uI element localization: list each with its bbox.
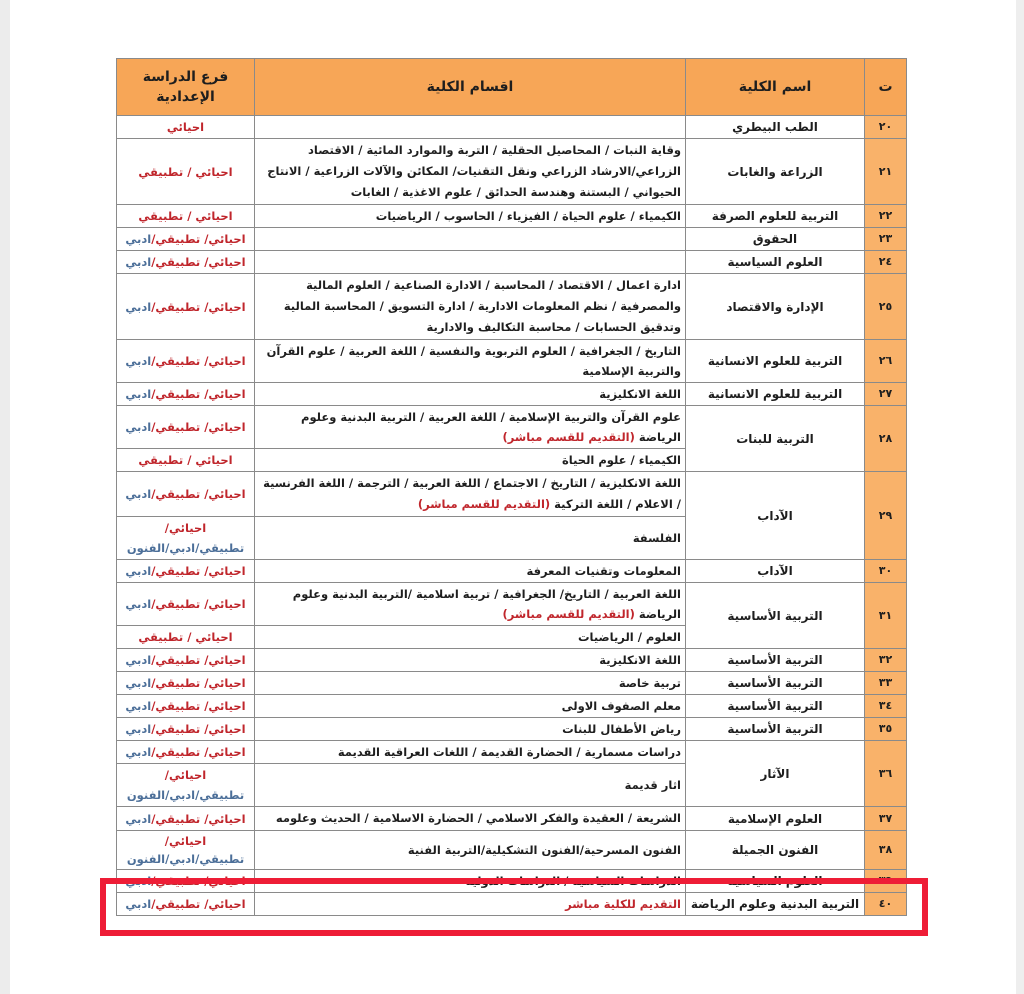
departments-text: اللغة الانكليزية / التاريخ / الاجتماع / اللغة العربية / الترجمة / اللغة الفرنسية / الاعلام / اللغة التركية — [263, 476, 681, 511]
branch-blue: تطبيقي/ادبي/الفنون — [126, 852, 245, 866]
direct-apply-note: (التقديم للقسم مباشر) — [502, 607, 635, 621]
branch-blue: ادبي — [125, 699, 152, 713]
branch-red: احيائي/ — [164, 768, 207, 782]
branch-red: احيائي — [166, 120, 205, 134]
college-name: التربية الأساسية — [686, 649, 865, 672]
departments: الدراسات السياسية / الدراسات الدولية — [255, 870, 686, 893]
branch-red: احيائي/ تطبيقي/ — [151, 897, 246, 911]
row-num: ٣٢ — [865, 649, 907, 672]
departments: اللغة الانكليزية — [255, 383, 686, 406]
college-name: التربية الأساسية — [686, 672, 865, 695]
table-row — [117, 274, 907, 340]
departments — [255, 251, 686, 274]
table-row — [117, 741, 907, 764]
branch-red: احيائي/ تطبيقي/ — [151, 255, 246, 269]
branch-blue: ادبي — [125, 420, 152, 434]
table-row — [117, 139, 907, 205]
row-num: ٣٣ — [865, 672, 907, 695]
branch-red: احيائي / تطبيقي — [138, 630, 233, 644]
branch-red: احيائي/ — [164, 834, 207, 848]
branch-blue: تطبيقي/ادبي/الفنون — [126, 788, 245, 802]
row-num: ٣٥ — [865, 718, 907, 741]
branch-red: احيائي / تطبيقي — [138, 453, 233, 467]
departments — [255, 583, 686, 626]
branch — [117, 741, 255, 764]
departments — [255, 116, 686, 139]
row-num: ٢٤ — [865, 251, 907, 274]
branch-blue: ادبي — [125, 653, 152, 667]
branch-red: احيائي/ تطبيقي/ — [151, 564, 246, 578]
departments: التاريخ / الجغرافية / العلوم التربوية والنفسية / اللغة العربية / علوم القرآن والتربية الإسلامية — [255, 340, 686, 383]
departments: دراسات مسمارية / الحضارة القديمة / اللغات العراقية القديمة — [255, 741, 686, 764]
page-edge-right — [1016, 0, 1024, 994]
branch — [117, 672, 255, 695]
college-name: التربية الأساسية — [686, 718, 865, 741]
row-num: ٢٨ — [865, 406, 907, 472]
college-name: العلوم السياسية — [686, 251, 865, 274]
branch — [117, 340, 255, 383]
branch-red: احيائي/ تطبيقي/ — [151, 676, 246, 690]
branch-red: احيائي / تطبيقي — [138, 209, 233, 223]
departments — [255, 472, 686, 517]
branch-red: احيائي/ تطبيقي/ — [151, 232, 246, 246]
college-name: التربية للبنات — [686, 406, 865, 472]
branch — [117, 517, 255, 560]
branch — [117, 274, 255, 340]
college-name: التربية للعلوم الصرفة — [686, 205, 865, 228]
departments: اثار قديمة — [255, 764, 686, 807]
departments: ادارة اعمال / الاقتصاد / المحاسبة / الادارة الصناعية / العلوم المالية والمصرفية / نظم المعلومات الادارية / ادارة التسويق / المحاسبة المالية وتدقيق الحسابات / محاسبة التكاليف والادارية — [255, 274, 686, 340]
college-name: الآثار — [686, 741, 865, 807]
branch-red: احيائي/ تطبيقي/ — [151, 420, 246, 434]
row-num: ٣٤ — [865, 695, 907, 718]
row-num: ٣٠ — [865, 560, 907, 583]
branch — [117, 560, 255, 583]
row-num: ٣٦ — [865, 741, 907, 807]
branch-red: احيائي / تطبيقي — [138, 164, 233, 179]
branch-blue: ادبي — [125, 676, 152, 690]
branch — [117, 831, 255, 870]
table-row — [117, 718, 907, 741]
departments: المعلومات وتقنيات المعرفة — [255, 560, 686, 583]
branch — [117, 472, 255, 517]
row-num: ٢٠ — [865, 116, 907, 139]
branch — [117, 383, 255, 406]
branch-red: احيائي/ تطبيقي/ — [151, 745, 246, 759]
row-num: ٢٧ — [865, 383, 907, 406]
branch-blue: ادبي — [125, 722, 152, 736]
departments: الشريعة / العقيدة والفكر الاسلامي / الحضارة الاسلامية / الحديث وعلومه — [255, 807, 686, 831]
table-row — [117, 695, 907, 718]
college-name: الطب البيطري — [686, 116, 865, 139]
departments — [255, 228, 686, 251]
college-name: الفنون الجميلة — [686, 831, 865, 870]
college-name: الآداب — [686, 560, 865, 583]
table-row — [117, 560, 907, 583]
college-name: التربية الأساسية — [686, 583, 865, 649]
branch-red: احيائي/ تطبيقي/ — [151, 874, 246, 888]
table-row — [117, 807, 907, 831]
branch — [117, 449, 255, 472]
header-branch: فرع الدراسة الإعدادية — [117, 59, 255, 116]
departments: تربية خاصة — [255, 672, 686, 695]
row-num: ٣٩ — [865, 870, 907, 893]
college-name: العلوم السياسية — [686, 870, 865, 893]
direct-apply-note: (التقديم للقسم مباشر) — [417, 497, 551, 511]
row-num: ٢٩ — [865, 472, 907, 560]
branch — [117, 205, 255, 228]
branch — [117, 583, 255, 626]
branch-blue: ادبي — [125, 487, 152, 501]
college-name: الآداب — [686, 472, 865, 560]
table-row — [117, 406, 907, 449]
branch — [117, 139, 255, 205]
branch-red: احيائي/ تطبيقي/ — [151, 299, 246, 314]
college-name: الإدارة والاقتصاد — [686, 274, 865, 340]
branch-blue: ادبي — [125, 255, 152, 269]
college-name: التربية للعلوم الانسانية — [686, 340, 865, 383]
departments: الفنون المسرحية/الفنون التشكيلية/التربية الفنية — [255, 831, 686, 870]
table-row — [117, 583, 907, 626]
row-num: ٢٣ — [865, 228, 907, 251]
college-name: التربية للعلوم الانسانية — [686, 383, 865, 406]
table-row — [117, 672, 907, 695]
branch-red: احيائي/ تطبيقي/ — [151, 354, 246, 368]
row-num: ٢٥ — [865, 274, 907, 340]
branch — [117, 251, 255, 274]
table-row — [117, 383, 907, 406]
departments: الكيمياء / علوم الحياة / الفيزياء / الحاسوب / الرياضيات — [255, 205, 686, 228]
branch — [117, 870, 255, 893]
branch-blue: ادبي — [125, 811, 152, 826]
branch-red: احيائي/ تطبيقي/ — [151, 653, 246, 667]
direct-apply-note: (التقديم للقسم مباشر) — [502, 430, 635, 444]
table-row — [117, 116, 907, 139]
college-name: الزراعة والغابات — [686, 139, 865, 205]
branch — [117, 228, 255, 251]
direct-apply-note: التقديم للكلية مباشر — [255, 893, 686, 916]
header-departments: اقسام الكلية — [255, 59, 686, 116]
college-name: العلوم الإسلامية — [686, 807, 865, 831]
branch-red: احيائي/ تطبيقي/ — [151, 722, 246, 736]
branch-blue: ادبي — [125, 897, 152, 911]
branch — [117, 807, 255, 831]
branch-blue: ادبي — [125, 299, 152, 314]
table-row — [117, 205, 907, 228]
branch-blue: ادبي — [125, 232, 152, 246]
header-college: اسم الكلية — [686, 59, 865, 116]
branch-blue: ادبي — [125, 745, 152, 759]
departments-text: علوم القرآن والتربية الإسلامية / اللغة العربية / التربية البدنية وعلوم الرياضة — [301, 410, 681, 444]
table-row — [117, 472, 907, 517]
branch-blue: ادبي — [125, 597, 152, 611]
departments: رياض الأطفال للبنات — [255, 718, 686, 741]
row-num: ٢١ — [865, 139, 907, 205]
branch-red: احيائي/ — [164, 521, 207, 535]
table-header-row — [117, 59, 907, 116]
table-row — [117, 340, 907, 383]
branch — [117, 406, 255, 449]
row-num: ٣١ — [865, 583, 907, 649]
table-row — [117, 228, 907, 251]
branch — [117, 116, 255, 139]
branch-blue: ادبي — [125, 564, 152, 578]
branch-blue: ادبي — [125, 387, 152, 401]
row-num: ٢٢ — [865, 205, 907, 228]
branch — [117, 764, 255, 807]
departments: العلوم / الرياضيات — [255, 626, 686, 649]
branch-red: احيائي/ تطبيقي/ — [151, 811, 246, 826]
table-row — [117, 893, 907, 916]
branch-blue: ادبي — [125, 874, 152, 888]
header-num: ت — [865, 59, 907, 116]
row-num: ٤٠ — [865, 893, 907, 916]
table-row — [117, 251, 907, 274]
branch — [117, 718, 255, 741]
table-row — [117, 831, 907, 870]
departments: الكيمياء / علوم الحياة — [255, 449, 686, 472]
page-edge-left — [0, 0, 10, 994]
branch — [117, 649, 255, 672]
departments: معلم الصفوف الاولى — [255, 695, 686, 718]
departments — [255, 406, 686, 449]
departments: اللغة الانكليزية — [255, 649, 686, 672]
table-row — [117, 649, 907, 672]
row-num: ٣٨ — [865, 831, 907, 870]
college-name: التربية الأساسية — [686, 695, 865, 718]
branch-blue: تطبيقي/ادبي/الفنون — [126, 541, 245, 555]
table-row — [117, 870, 907, 893]
college-name: الحقوق — [686, 228, 865, 251]
row-num: ٢٦ — [865, 340, 907, 383]
branch — [117, 695, 255, 718]
branch-blue: ادبي — [125, 354, 152, 368]
branch-red: احيائي/ تطبيقي/ — [151, 487, 246, 501]
branch-red: احيائي/ تطبيقي/ — [151, 597, 246, 611]
departments: الفلسفة — [255, 517, 686, 560]
college-name: التربية البدنية وعلوم الرياضة — [686, 893, 865, 916]
departments: وقاية النبات / المحاصيل الحقلية / التربة والموارد المائية / الاقتصاد الزراعي/الارشاد الزراعي ونقل التقنيات/ المكائن والآلات الزراعية / الانتاج الحيواني / البستنة وهندسة الحدائق / علوم الاغذية / الغابات — [255, 139, 686, 205]
branch — [117, 626, 255, 649]
branch-red: احيائي/ تطبيقي/ — [151, 699, 246, 713]
colleges-table — [116, 58, 907, 916]
branch — [117, 893, 255, 916]
row-num: ٣٧ — [865, 807, 907, 831]
departments-text: اللغة العربية / التاريخ/ الجغرافية / تربية اسلامية /التربية البدنية وعلوم الرياضة — [292, 587, 681, 621]
branch-red: احيائي/ تطبيقي/ — [151, 387, 246, 401]
